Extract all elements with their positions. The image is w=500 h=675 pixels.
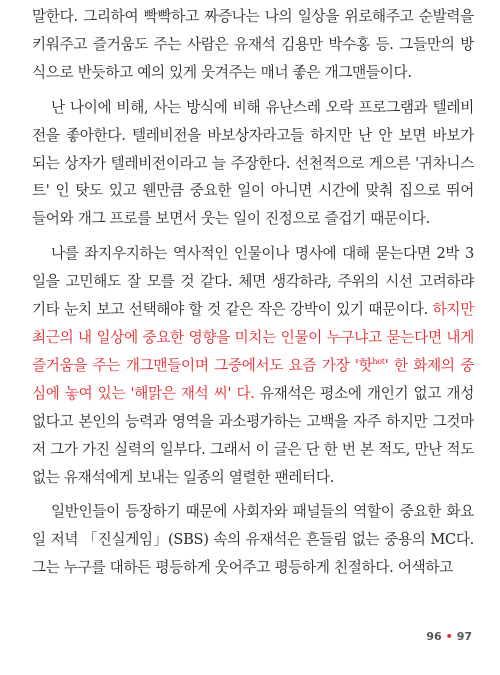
page-number-left: 96 [426,630,442,643]
body-text [32,3,474,589]
paragraph-3 [32,240,474,491]
superscript-hot: hot [372,357,385,367]
paragraph-2: 난 나이에 비해, 사는 방식에 비해 유난스레 오락 프로그램과 텔레비전을 좋아한다. 텔레비전을 바보상자라고들 하지만 난 안 보면 바보가 되는 상자가 텔레비전이라고 늘 주장한다. 선천적으로 게으른 '귀차니스트' 인 탓도 있고 웬만큼 중요한 일이 아니면 시간에 맞춰 집으로 뛰어 들어와 개그 프로를 보면서 웃는 일이 진정으로 즐겁기 때문이다. [32,98,474,228]
paragraph-4: 일반인들이 등장하기 때문에 사회자와 패널들의 역할이 중요한 화요일 저녁 「진실게임」(SBS) 속의 유재석은 흔들림 없는 중용의 MC다. 그는 누구를 대하든 평등하게 웃어주고 평등하게 친절하다. 어색하고 [32,503,474,577]
paragraph-3-text-before: 나를 좌지우지하는 역사적인 인물이나 명사에 대해 묻는다면 2박 3일을 고민해도 잘 모를 것 같다. 체면 생각하랴, 주위의 시선 고려하랴 기타 눈치 보고 선택해야 할 것 같은 작은 강박이 있기 때문이다. [32,245,474,319]
page-number-separator: • [445,630,453,643]
page-numbers [426,630,472,643]
page-number-right: 97 [456,630,472,643]
paragraph-3-text-after: 유재석은 평소에 개인기 없고 개성 없다고 본인의 능력과 영역을 과소평가하는 고백을 자주 하지만 그것마저 그가 가진 실력의 일부다. 그래서 이 글은 단 한 번 본 적도, 만난 적도 없는 유재석에게 보내는 일종의 열렬한 팬레터다. [32,384,474,486]
highlighted-text-part2: ' 한 화제의 중심에 놓여 있는 '해맑은 재석 씨' 다. [32,356,474,402]
highlighted-text-part1: 하지만 최근의 내 일상에 중요한 영향을 미치는 인물이 누구냐고 묻는다면 내게 즐거움을 주는 개그맨들이며 그중에서도 요즘 가장 '핫 [32,301,474,374]
paragraph-1: 말한다. 그리하여 빡빡하고 짜증나는 나의 일상을 위로해주고 순발력을 키워주고 즐거움도 주는 사람은 유재석 김용만 박수홍 등. 그들만의 방식으로 반듯하고 예의 있게 웃겨주는 매너 좋은 개그맨들이다. [32,8,474,81]
